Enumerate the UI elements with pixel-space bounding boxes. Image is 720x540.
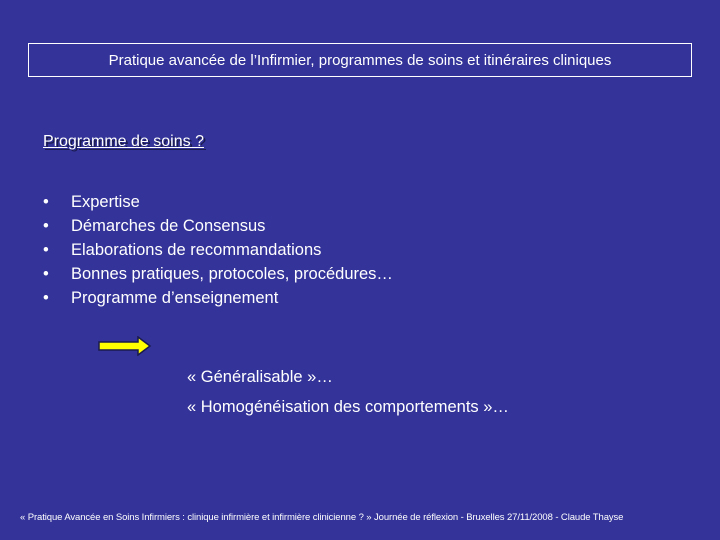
bullet-text: Bonnes pratiques, protocoles, procédures… [71,265,393,283]
conclusion-block [187,362,509,422]
bullet-icon: • [43,241,49,259]
list-item [43,238,393,262]
right-arrow-icon [98,336,152,356]
list-item [43,286,393,310]
conclusion-line: « Homogénéisation des comportements »… [187,398,509,416]
slide-title-box [28,43,692,77]
bullet-text: Expertise [71,193,140,211]
bullet-icon: • [43,193,49,211]
list-item [43,262,393,286]
bullet-list [43,190,393,310]
bullet-icon: • [43,217,49,235]
bullet-text: Programme d’enseignement [71,289,279,307]
slide-footer: « Pratique Avancée en Soins Infirmiers : clinique infirmière et infirmière clinicienne ? » Journée de réflexion - Bruxelles 27/11/2008 - Claude Thayse [20,512,624,523]
section-heading: Programme de soins ? [43,133,204,150]
bullet-text: Elaborations de recommandations [71,241,322,259]
conclusion-line: « Généralisable »… [187,368,333,386]
slide-title: Pratique avancée de l’Infirmier, programmes de soins et itinéraires cliniques [108,51,612,69]
list-item [43,190,393,214]
bullet-icon: • [43,265,49,283]
bullet-text: Démarches de Consensus [71,217,266,235]
bullet-icon: • [43,289,49,307]
list-item [43,214,393,238]
